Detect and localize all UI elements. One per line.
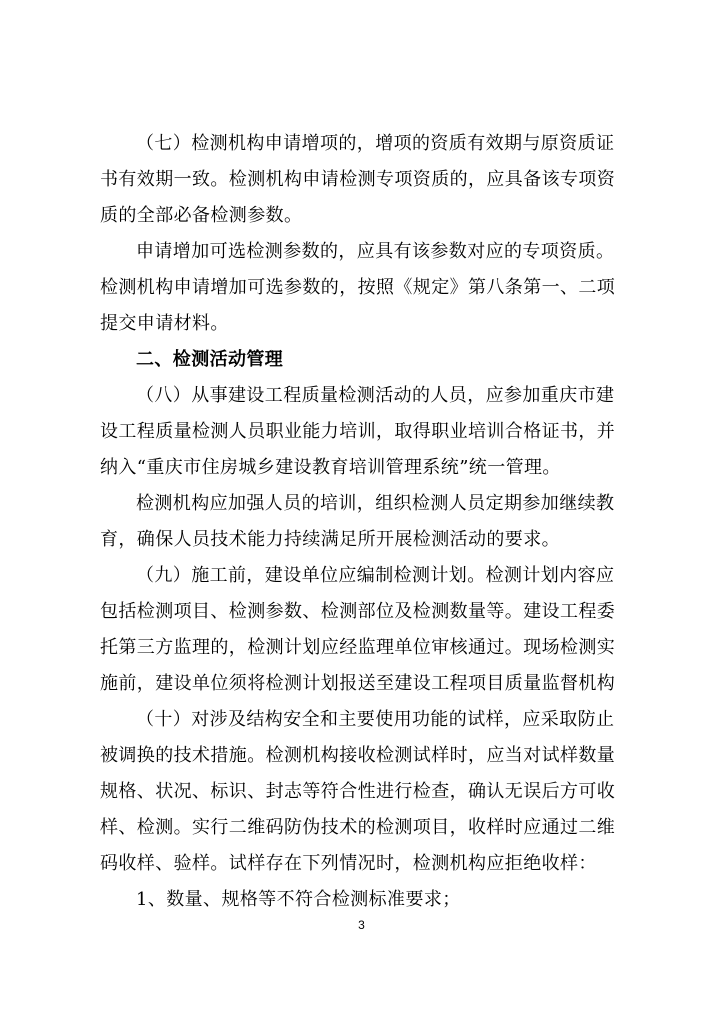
training-line-2: 育，确保人员技术能力持续满足所开展检测活动的要求。 [100, 529, 560, 550]
paragraph-9-line-1: （九）施工前，建设单位应编制检测计划。检测计划内容应 [136, 565, 615, 586]
list-item-1: 1、数量、规格等不符合检测标准要求； [136, 889, 461, 910]
paragraph-10-line-4: 样、检测。实行二维码防伪技术的检测项目，收样时应通过二维 [100, 817, 616, 838]
paragraph-7-line-1: （七）检测机构申请增项的，增项的资质有效期与原资质证 [136, 133, 615, 154]
paragraph-7-line-2: 书有效期一致。检测机构申请检测专项资质的，应具备该专项资 [100, 169, 616, 190]
paragraph-10-line-2: 被调换的技术措施。检测机构接收检测试样时，应当对试样数量 [100, 745, 616, 766]
paragraph-8-line-1: （八）从事建设工程质量检测活动的人员，应参加重庆市建 [136, 385, 615, 406]
paragraph-8-line-3: 纳入“重庆市住房城乡建设教育培训管理系统”统一管理。 [100, 457, 561, 478]
section-heading: 二、检测活动管理 [136, 349, 284, 370]
optional-params-line-2: 检测机构申请增加可选参数的，按照《规定》第八条第一、二项 [100, 277, 616, 298]
paragraph-9-line-3: 托第三方监理的，检测计划应经监理单位审核通过。现场检测实 [100, 637, 616, 658]
optional-params-line-1: 申请增加可选检测参数的，应具有该参数对应的专项资质。 [136, 241, 615, 262]
paragraph-7-line-3: 质的全部必备检测参数。 [100, 205, 303, 226]
paragraph-8-line-2: 设工程质量检测人员职业能力培训，取得职业培训合格证书，并 [100, 421, 616, 442]
paragraph-9-line-4: 施前，建设单位须将检测计划报送至建设工程项目质量监督机构 [100, 673, 616, 694]
optional-params-line-3: 提交申请材料。 [100, 313, 229, 334]
paragraph-10-line-1: （十）对涉及结构安全和主要使用功能的试样，应采取防止 [136, 709, 615, 730]
paragraph-10-line-5: 码收样、验样。试样存在下列情况时，检测机构应拒绝收样： [100, 853, 597, 874]
paragraph-10-line-3: 规格、状况、标识、封志等符合性进行检查，确认无误后方可收 [100, 781, 616, 802]
training-line-1: 检测机构应加强人员的培训，组织检测人员定期参加继续教 [136, 493, 615, 514]
paragraph-9-line-2: 包括检测项目、检测参数、检测部位及检测数量等。建设工程委 [100, 601, 616, 622]
page-number: 3 [358, 918, 365, 932]
